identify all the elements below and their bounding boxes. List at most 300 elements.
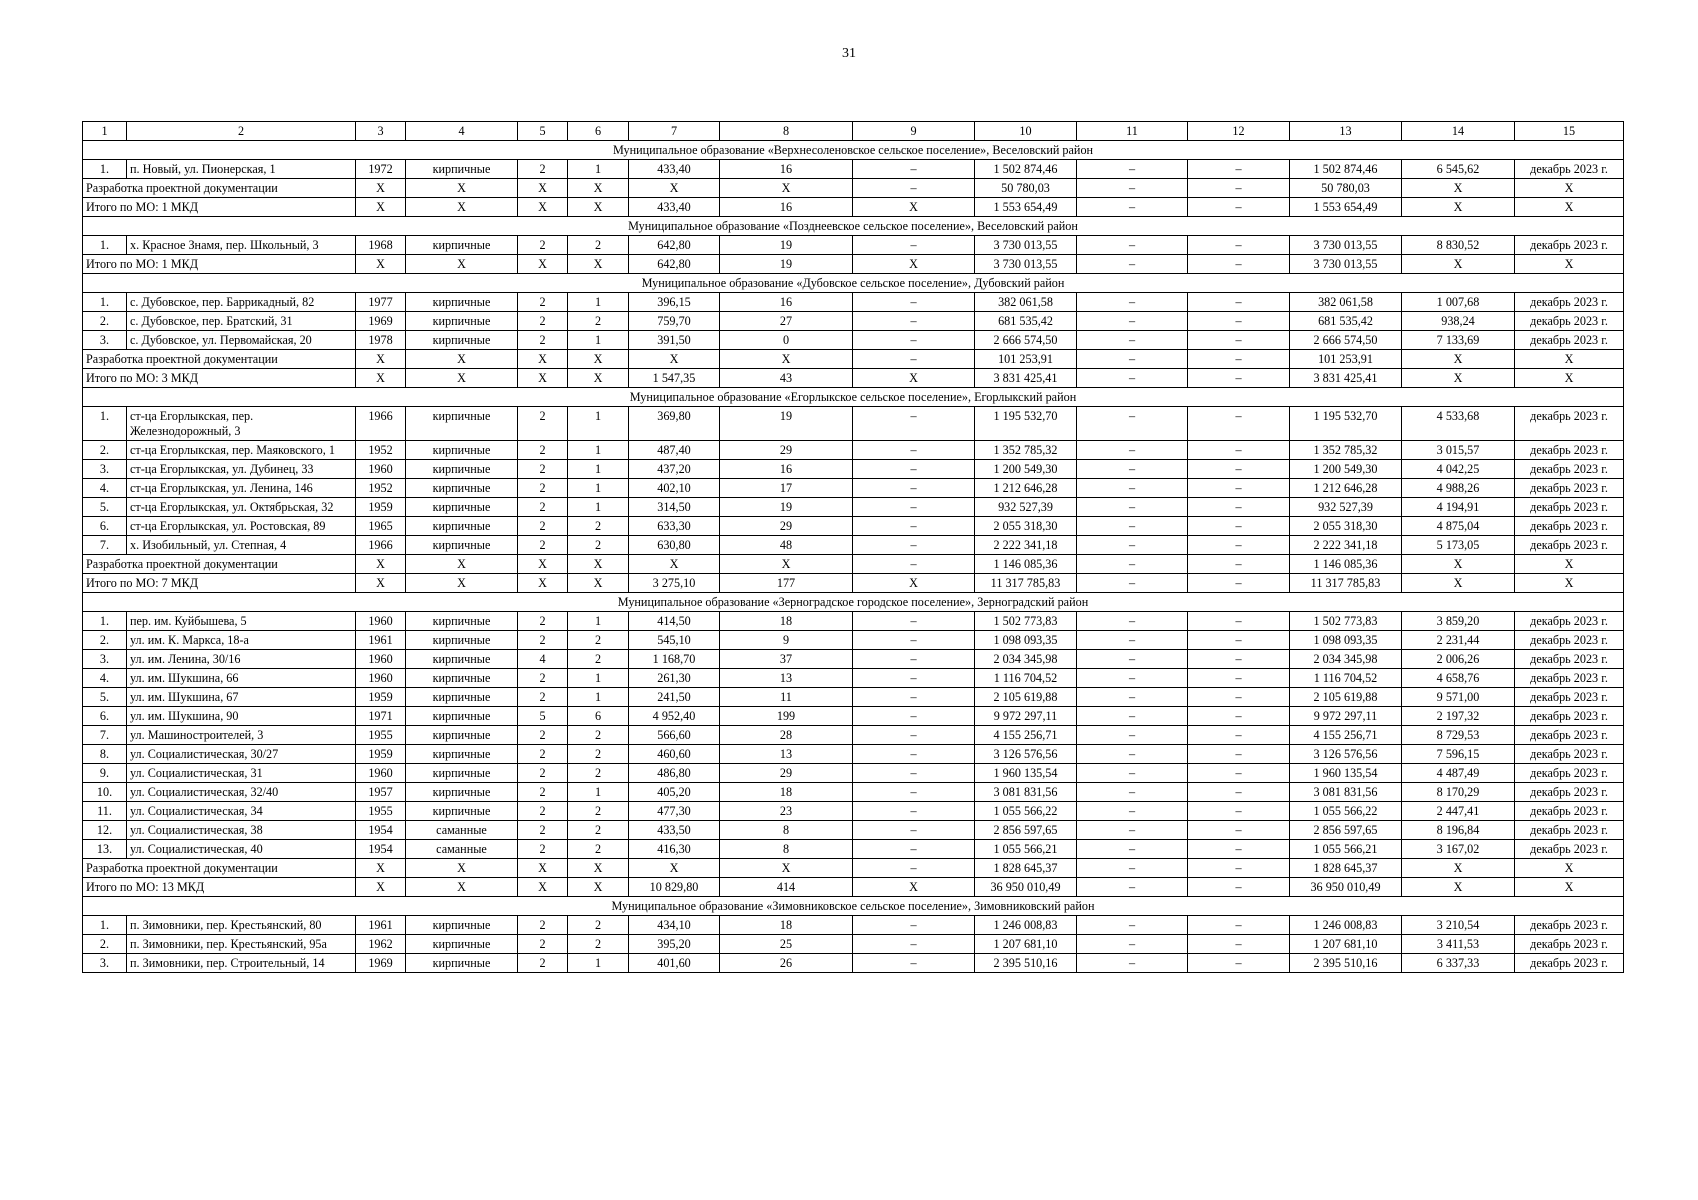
table-row [83, 726, 1624, 745]
cell-total-cost: 3 126 576,56 [975, 745, 1077, 764]
cell-floors: 2 [518, 935, 568, 954]
municipality-header-row [83, 388, 1624, 407]
summary-cell-c11: – [1077, 859, 1188, 878]
cell-col-12: – [1188, 745, 1290, 764]
cell-area: 261,30 [629, 669, 720, 688]
summary-cell-c14: X [1402, 859, 1515, 878]
summary-label: Разработка проектной документации [83, 555, 356, 574]
cell-address: ст-ца Егорлыкская, пер. Маяковского, 1 [127, 441, 356, 460]
cell-completion-date: декабрь 2023 г. [1515, 236, 1624, 255]
cell-total-cost: 932 527,39 [975, 498, 1077, 517]
cell-entrances: 2 [568, 726, 629, 745]
cell-completion-date: декабрь 2023 г. [1515, 726, 1624, 745]
cell-col-12: – [1188, 840, 1290, 859]
cell-col-12: – [1188, 688, 1290, 707]
summary-cell-c7: 10 829,80 [629, 878, 720, 897]
cell-wall-material: кирпичные [406, 745, 518, 764]
cell-cost-per-sqm: 3 210,54 [1402, 916, 1515, 935]
cell-entrances: 1 [568, 331, 629, 350]
cell-row-number: 5. [83, 688, 127, 707]
cell-entrances: 6 [568, 707, 629, 726]
summary-cell-c9: X [853, 369, 975, 388]
cell-address: ул. им. Шукшина, 66 [127, 669, 356, 688]
summary-row [83, 198, 1624, 217]
cell-entrances: 1 [568, 160, 629, 179]
cell-year-built: 1961 [356, 631, 406, 650]
summary-label: Итого по МО: 13 МКД [83, 878, 356, 897]
summary-cell-c8: 177 [720, 574, 853, 593]
cell-floors: 2 [518, 726, 568, 745]
cell-col-11: – [1077, 802, 1188, 821]
cell-entrances: 1 [568, 293, 629, 312]
cell-cost-per-sqm: 2 006,26 [1402, 650, 1515, 669]
cell-entrances: 1 [568, 479, 629, 498]
summary-cell-c12: – [1188, 350, 1290, 369]
cell-area: 402,10 [629, 479, 720, 498]
cell-col-11: – [1077, 236, 1188, 255]
summary-cell-c11: – [1077, 255, 1188, 274]
summary-cell-c3: X [356, 574, 406, 593]
cell-area: 314,50 [629, 498, 720, 517]
table-row [83, 935, 1624, 954]
summary-cell-c3: X [356, 369, 406, 388]
cell-col-9: – [853, 407, 975, 441]
cell-total-cost: 1 352 785,32 [975, 441, 1077, 460]
summary-cell-c7: X [629, 859, 720, 878]
housing-program-table [82, 121, 1624, 973]
summary-cell-c7: X [629, 350, 720, 369]
municipality-title: Муниципальное образование «Верхнесоленовское сельское поселение», Веселовский район [83, 141, 1624, 160]
summary-cell-c10: 1 146 085,36 [975, 555, 1077, 574]
cell-row-number: 2. [83, 441, 127, 460]
summary-cell-c8: 19 [720, 255, 853, 274]
cell-col-13: 2 856 597,65 [1290, 821, 1402, 840]
cell-completion-date: декабрь 2023 г. [1515, 312, 1624, 331]
cell-col-13: 3 081 831,56 [1290, 783, 1402, 802]
cell-col-13: 4 155 256,71 [1290, 726, 1402, 745]
cell-residents: 16 [720, 293, 853, 312]
cell-wall-material: кирпичные [406, 460, 518, 479]
municipality-header-row [83, 593, 1624, 612]
cell-completion-date: декабрь 2023 г. [1515, 954, 1624, 973]
cell-row-number: 1. [83, 407, 127, 441]
cell-entrances: 2 [568, 236, 629, 255]
cell-col-11: – [1077, 517, 1188, 536]
cell-col-12: – [1188, 631, 1290, 650]
cell-address: ул. Социалистическая, 32/40 [127, 783, 356, 802]
summary-cell-c15: X [1515, 350, 1624, 369]
summary-cell-c5: X [518, 574, 568, 593]
column-number-3: 3 [356, 122, 406, 141]
summary-cell-c7: 433,40 [629, 198, 720, 217]
cell-completion-date: декабрь 2023 г. [1515, 840, 1624, 859]
cell-residents: 19 [720, 236, 853, 255]
summary-cell-c8: X [720, 859, 853, 878]
cell-completion-date: декабрь 2023 г. [1515, 707, 1624, 726]
cell-wall-material: кирпичные [406, 650, 518, 669]
cell-residents: 17 [720, 479, 853, 498]
summary-cell-c12: – [1188, 555, 1290, 574]
summary-cell-c5: X [518, 350, 568, 369]
cell-col-13: 1 246 008,83 [1290, 916, 1402, 935]
summary-cell-c12: – [1188, 859, 1290, 878]
summary-cell-c10: 3 831 425,41 [975, 369, 1077, 388]
summary-cell-c7: 1 547,35 [629, 369, 720, 388]
cell-total-cost: 2 055 318,30 [975, 517, 1077, 536]
column-number-4: 4 [406, 122, 518, 141]
cell-col-12: – [1188, 441, 1290, 460]
cell-col-9: – [853, 954, 975, 973]
cell-col-9: – [853, 802, 975, 821]
column-number-14: 14 [1402, 122, 1515, 141]
summary-cell-c12: – [1188, 198, 1290, 217]
summary-cell-c10: 3 730 013,55 [975, 255, 1077, 274]
cell-address: п. Новый, ул. Пионерская, 1 [127, 160, 356, 179]
summary-cell-c13: 1 146 085,36 [1290, 555, 1402, 574]
cell-wall-material: кирпичные [406, 802, 518, 821]
cell-col-11: – [1077, 783, 1188, 802]
cell-floors: 2 [518, 293, 568, 312]
cell-entrances: 2 [568, 840, 629, 859]
municipality-title: Муниципальное образование «Дубовское сельское поселение», Дубовский район [83, 274, 1624, 293]
cell-cost-per-sqm: 938,24 [1402, 312, 1515, 331]
summary-label: Итого по МО: 1 МКД [83, 255, 356, 274]
summary-label: Разработка проектной документации [83, 859, 356, 878]
column-number-2: 2 [127, 122, 356, 141]
cell-cost-per-sqm: 8 196,84 [1402, 821, 1515, 840]
cell-year-built: 1952 [356, 479, 406, 498]
cell-row-number: 3. [83, 650, 127, 669]
summary-cell-c7: X [629, 179, 720, 198]
cell-wall-material: кирпичные [406, 916, 518, 935]
cell-col-12: – [1188, 331, 1290, 350]
cell-floors: 2 [518, 916, 568, 935]
table-row [83, 802, 1624, 821]
cell-address: ул. им. Ленина, 30/16 [127, 650, 356, 669]
summary-cell-c10: 1 553 654,49 [975, 198, 1077, 217]
cell-cost-per-sqm: 4 042,25 [1402, 460, 1515, 479]
municipality-title: Муниципальное образование «Зимовниковское сельское поселение», Зимовниковский район [83, 897, 1624, 916]
cell-wall-material: кирпичные [406, 612, 518, 631]
summary-label: Разработка проектной документации [83, 179, 356, 198]
cell-col-11: – [1077, 935, 1188, 954]
cell-col-11: – [1077, 745, 1188, 764]
cell-address: ул. Машиностроителей, 3 [127, 726, 356, 745]
cell-area: 414,50 [629, 612, 720, 631]
cell-floors: 2 [518, 840, 568, 859]
cell-row-number: 1. [83, 293, 127, 312]
summary-cell-c9: – [853, 555, 975, 574]
cell-completion-date: декабрь 2023 г. [1515, 916, 1624, 935]
cell-col-12: – [1188, 726, 1290, 745]
summary-cell-c3: X [356, 255, 406, 274]
cell-year-built: 1966 [356, 407, 406, 441]
cell-col-11: – [1077, 821, 1188, 840]
cell-year-built: 1977 [356, 293, 406, 312]
cell-year-built: 1959 [356, 745, 406, 764]
table-row [83, 783, 1624, 802]
cell-area: 4 952,40 [629, 707, 720, 726]
table-row [83, 498, 1624, 517]
cell-completion-date: декабрь 2023 г. [1515, 821, 1624, 840]
cell-col-11: – [1077, 312, 1188, 331]
summary-cell-c10: 11 317 785,83 [975, 574, 1077, 593]
cell-year-built: 1978 [356, 331, 406, 350]
municipality-title: Муниципальное образование «Позднеевское сельское поселение», Веселовский район [83, 217, 1624, 236]
cell-cost-per-sqm: 3 859,20 [1402, 612, 1515, 631]
cell-address: ст-ца Егорлыкская, пер. Железнодорожный, 3 [127, 407, 356, 441]
table-row [83, 612, 1624, 631]
cell-entrances: 1 [568, 954, 629, 973]
cell-col-9: – [853, 160, 975, 179]
summary-cell-c14: X [1402, 574, 1515, 593]
cell-wall-material: кирпичные [406, 407, 518, 441]
cell-col-11: – [1077, 441, 1188, 460]
cell-residents: 29 [720, 441, 853, 460]
summary-cell-c4: X [406, 369, 518, 388]
summary-cell-c6: X [568, 198, 629, 217]
cell-total-cost: 382 061,58 [975, 293, 1077, 312]
cell-total-cost: 2 105 619,88 [975, 688, 1077, 707]
cell-area: 633,30 [629, 517, 720, 536]
cell-row-number: 5. [83, 498, 127, 517]
cell-floors: 2 [518, 160, 568, 179]
cell-col-13: 3 730 013,55 [1290, 236, 1402, 255]
cell-residents: 27 [720, 312, 853, 331]
cell-residents: 19 [720, 498, 853, 517]
cell-cost-per-sqm: 9 571,00 [1402, 688, 1515, 707]
cell-col-11: – [1077, 764, 1188, 783]
summary-cell-c4: X [406, 574, 518, 593]
column-number-9: 9 [853, 122, 975, 141]
cell-wall-material: кирпичные [406, 954, 518, 973]
cell-col-11: – [1077, 688, 1188, 707]
cell-year-built: 1972 [356, 160, 406, 179]
cell-floors: 2 [518, 312, 568, 331]
summary-cell-c8: X [720, 179, 853, 198]
summary-cell-c5: X [518, 179, 568, 198]
cell-total-cost: 1 055 566,22 [975, 802, 1077, 821]
summary-cell-c14: X [1402, 198, 1515, 217]
cell-address: п. Зимовники, пер. Строительный, 14 [127, 954, 356, 973]
summary-cell-c6: X [568, 859, 629, 878]
cell-address: ул. Социалистическая, 31 [127, 764, 356, 783]
cell-col-9: – [853, 517, 975, 536]
cell-residents: 25 [720, 935, 853, 954]
summary-cell-c11: – [1077, 369, 1188, 388]
summary-cell-c13: 11 317 785,83 [1290, 574, 1402, 593]
cell-wall-material: кирпичные [406, 236, 518, 255]
summary-cell-c9: – [853, 179, 975, 198]
summary-cell-c14: X [1402, 350, 1515, 369]
summary-cell-c15: X [1515, 859, 1624, 878]
municipality-header-row [83, 217, 1624, 236]
table-row [83, 650, 1624, 669]
column-number-6: 6 [568, 122, 629, 141]
cell-row-number: 2. [83, 312, 127, 331]
summary-row [83, 255, 1624, 274]
cell-area: 566,60 [629, 726, 720, 745]
cell-row-number: 3. [83, 954, 127, 973]
cell-residents: 18 [720, 916, 853, 935]
summary-cell-c8: 16 [720, 198, 853, 217]
cell-col-13: 2 105 619,88 [1290, 688, 1402, 707]
cell-wall-material: кирпичные [406, 536, 518, 555]
cell-floors: 2 [518, 441, 568, 460]
cell-col-11: – [1077, 916, 1188, 935]
cell-total-cost: 4 155 256,71 [975, 726, 1077, 745]
summary-cell-c5: X [518, 859, 568, 878]
cell-area: 630,80 [629, 536, 720, 555]
cell-address: ст-ца Егорлыкская, ул. Ростовская, 89 [127, 517, 356, 536]
summary-label: Разработка проектной документации [83, 350, 356, 369]
cell-col-13: 2 055 318,30 [1290, 517, 1402, 536]
cell-wall-material: саманные [406, 821, 518, 840]
cell-col-9: – [853, 935, 975, 954]
cell-cost-per-sqm: 7 596,15 [1402, 745, 1515, 764]
cell-col-11: – [1077, 293, 1188, 312]
summary-cell-c4: X [406, 878, 518, 897]
column-number-5: 5 [518, 122, 568, 141]
cell-cost-per-sqm: 4 533,68 [1402, 407, 1515, 441]
cell-completion-date: декабрь 2023 г. [1515, 631, 1624, 650]
cell-cost-per-sqm: 2 231,44 [1402, 631, 1515, 650]
cell-floors: 2 [518, 688, 568, 707]
summary-cell-c4: X [406, 555, 518, 574]
cell-row-number: 3. [83, 460, 127, 479]
cell-residents: 29 [720, 517, 853, 536]
cell-col-9: – [853, 331, 975, 350]
cell-row-number: 6. [83, 517, 127, 536]
cell-row-number: 8. [83, 745, 127, 764]
summary-cell-c3: X [356, 859, 406, 878]
cell-col-11: – [1077, 160, 1188, 179]
cell-col-13: 1 195 532,70 [1290, 407, 1402, 441]
cell-col-13: 1 502 874,46 [1290, 160, 1402, 179]
cell-wall-material: кирпичные [406, 331, 518, 350]
cell-entrances: 2 [568, 821, 629, 840]
cell-floors: 2 [518, 764, 568, 783]
cell-total-cost: 1 207 681,10 [975, 935, 1077, 954]
summary-cell-c11: – [1077, 878, 1188, 897]
cell-entrances: 2 [568, 745, 629, 764]
cell-completion-date: декабрь 2023 г. [1515, 783, 1624, 802]
cell-entrances: 2 [568, 802, 629, 821]
cell-wall-material: кирпичные [406, 707, 518, 726]
cell-floors: 2 [518, 479, 568, 498]
summary-cell-c15: X [1515, 878, 1624, 897]
cell-floors: 5 [518, 707, 568, 726]
cell-floors: 2 [518, 407, 568, 441]
summary-cell-c7: X [629, 555, 720, 574]
cell-row-number: 1. [83, 916, 127, 935]
cell-col-9: – [853, 840, 975, 859]
cell-col-11: – [1077, 407, 1188, 441]
cell-cost-per-sqm: 8 729,53 [1402, 726, 1515, 745]
summary-cell-c4: X [406, 255, 518, 274]
summary-cell-c6: X [568, 369, 629, 388]
cell-col-12: – [1188, 783, 1290, 802]
table-row [83, 517, 1624, 536]
cell-year-built: 1954 [356, 840, 406, 859]
cell-col-12: – [1188, 650, 1290, 669]
cell-area: 642,80 [629, 236, 720, 255]
municipality-title: Муниципальное образование «Зерноградское городское поселение», Зерноградский район [83, 593, 1624, 612]
cell-col-12: – [1188, 802, 1290, 821]
cell-floors: 2 [518, 460, 568, 479]
cell-area: 405,20 [629, 783, 720, 802]
cell-col-13: 382 061,58 [1290, 293, 1402, 312]
cell-year-built: 1966 [356, 536, 406, 555]
cell-floors: 2 [518, 536, 568, 555]
summary-cell-c5: X [518, 878, 568, 897]
cell-col-9: – [853, 650, 975, 669]
cell-col-11: – [1077, 669, 1188, 688]
cell-completion-date: декабрь 2023 г. [1515, 650, 1624, 669]
cell-address: ул. Социалистическая, 34 [127, 802, 356, 821]
cell-cost-per-sqm: 4 487,49 [1402, 764, 1515, 783]
summary-cell-c6: X [568, 255, 629, 274]
cell-col-11: – [1077, 479, 1188, 498]
cell-col-12: – [1188, 312, 1290, 331]
municipality-header-row [83, 141, 1624, 160]
cell-completion-date: декабрь 2023 г. [1515, 160, 1624, 179]
cell-address: ст-ца Егорлыкская, ул. Дубинец, 33 [127, 460, 356, 479]
summary-cell-c9: X [853, 574, 975, 593]
cell-floors: 2 [518, 954, 568, 973]
summary-cell-c12: – [1188, 255, 1290, 274]
summary-cell-c13: 1 553 654,49 [1290, 198, 1402, 217]
summary-cell-c4: X [406, 198, 518, 217]
cell-col-13: 1 055 566,22 [1290, 802, 1402, 821]
cell-total-cost: 1 098 093,35 [975, 631, 1077, 650]
cell-col-11: – [1077, 460, 1188, 479]
cell-residents: 11 [720, 688, 853, 707]
summary-cell-c9: X [853, 198, 975, 217]
cell-wall-material: кирпичные [406, 293, 518, 312]
cell-year-built: 1952 [356, 441, 406, 460]
cell-residents: 0 [720, 331, 853, 350]
table-body [83, 122, 1624, 973]
summary-cell-c9: X [853, 255, 975, 274]
column-number-row [83, 122, 1624, 141]
summary-cell-c3: X [356, 555, 406, 574]
cell-completion-date: декабрь 2023 г. [1515, 498, 1624, 517]
table-row [83, 688, 1624, 707]
cell-address: п. Зимовники, пер. Крестьянский, 80 [127, 916, 356, 935]
summary-cell-c10: 36 950 010,49 [975, 878, 1077, 897]
cell-entrances: 1 [568, 783, 629, 802]
cell-area: 460,60 [629, 745, 720, 764]
cell-col-9: – [853, 498, 975, 517]
cell-total-cost: 1 960 135,54 [975, 764, 1077, 783]
cell-row-number: 7. [83, 536, 127, 555]
cell-row-number: 10. [83, 783, 127, 802]
cell-wall-material: кирпичные [406, 935, 518, 954]
cell-total-cost: 1 055 566,21 [975, 840, 1077, 859]
cell-total-cost: 1 200 549,30 [975, 460, 1077, 479]
cell-cost-per-sqm: 4 875,04 [1402, 517, 1515, 536]
cell-floors: 2 [518, 783, 568, 802]
summary-cell-c6: X [568, 574, 629, 593]
cell-wall-material: кирпичные [406, 160, 518, 179]
cell-area: 437,20 [629, 460, 720, 479]
cell-row-number: 3. [83, 331, 127, 350]
cell-cost-per-sqm: 6 545,62 [1402, 160, 1515, 179]
cell-floors: 2 [518, 669, 568, 688]
cell-col-13: 2 034 345,98 [1290, 650, 1402, 669]
summary-cell-c6: X [568, 555, 629, 574]
